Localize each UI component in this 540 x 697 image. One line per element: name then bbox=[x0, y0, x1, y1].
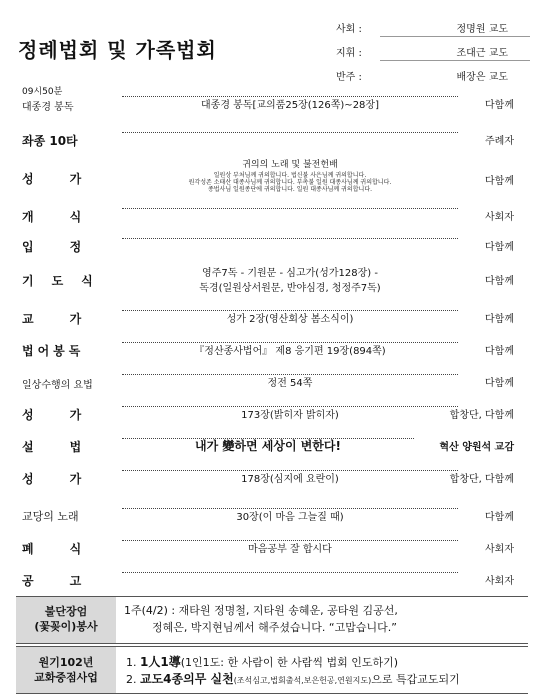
leader-dots bbox=[122, 132, 458, 133]
service-label: 불단장엄 (꽃꽂이)봉사 bbox=[16, 597, 116, 643]
item-content: 173장(밝히자 밝히자) bbox=[122, 406, 458, 421]
item-performer: 다함께 bbox=[485, 100, 514, 111]
item-content: 영주7독 - 기원문 - 심고가(성가128장) - 독경(일원상서원문, 반야심경, 청정주7독) bbox=[199, 268, 381, 294]
time-label: 09시50분 bbox=[22, 87, 63, 97]
item-content: 『정산종사법어』 제8 응기편 19장(894쪽) bbox=[122, 342, 458, 357]
project-box bbox=[16, 646, 528, 694]
item-label: 교당의 노래 bbox=[22, 510, 79, 523]
item-content: 마음공부 잘 합시다 bbox=[122, 540, 458, 555]
role-row bbox=[336, 44, 536, 60]
item-performer: 합창단, 다함께 bbox=[449, 410, 514, 421]
item-content: 178장(심지에 요란이) bbox=[122, 470, 458, 485]
role-label: 반주 : bbox=[336, 72, 362, 83]
divider bbox=[380, 36, 530, 37]
item-label: 성가 bbox=[22, 172, 118, 186]
page-title: 정례법회 및 가족법회 bbox=[18, 38, 217, 62]
divider bbox=[380, 60, 530, 61]
sermon-title: 내가 變하면 세상이 변한다! bbox=[122, 437, 414, 454]
role-label: 지휘 : bbox=[336, 48, 362, 59]
leader-dots bbox=[122, 572, 458, 573]
project-text: 1. 1人1導(1인1도: 한 사람이 한 사람씩 법회 인도하기) 2. 교도4종의무 실천(조석심고,법회출석,보은헌공,연원지도)으로 특갑교도되기 bbox=[126, 655, 460, 686]
item-performer: 다함께 bbox=[485, 242, 514, 253]
item-label: 공고 bbox=[22, 574, 118, 588]
item-performer: 사회자 bbox=[485, 212, 514, 223]
service-text: 1주(4/2) : 재타원 정명철, 지타원 송혜운, 공타원 김공선, 정혜은, 박지현님께서 해주셨습니다. “고맙습니다.” bbox=[124, 604, 398, 634]
role-name: 조대근 교도 bbox=[456, 48, 508, 59]
item-label: 기도식 bbox=[22, 274, 111, 288]
item-performer: 합창단, 다함께 bbox=[449, 474, 514, 485]
item-performer: 주례자 bbox=[485, 136, 514, 147]
project-label: 원기102년 교화중점사업 bbox=[16, 647, 116, 693]
role-row bbox=[336, 20, 536, 36]
item-performer: 다함께 bbox=[485, 512, 514, 523]
role-name: 배장은 교도 bbox=[456, 72, 508, 83]
item-label: 대종경 봉독 bbox=[22, 102, 74, 113]
item-label: 성가 bbox=[22, 408, 118, 422]
item-label: 법어봉독 bbox=[22, 344, 85, 358]
item-content: 귀의의 노래 및 불전헌배 bbox=[242, 160, 338, 170]
item-label: 성가 bbox=[22, 472, 118, 486]
item-performer: 다함께 bbox=[485, 276, 514, 287]
item-performer: 다함께 bbox=[485, 346, 514, 357]
item-label: 폐식 bbox=[22, 542, 118, 556]
leader-dots bbox=[122, 208, 458, 209]
service-box bbox=[16, 596, 528, 644]
item-label: 일상수행의 요법 bbox=[22, 380, 93, 391]
item-content: 정전 54쪽 bbox=[122, 374, 458, 389]
role-row bbox=[336, 68, 536, 84]
role-name: 정명원 교도 bbox=[456, 24, 508, 35]
item-label: 좌종 10타 bbox=[22, 134, 78, 148]
item-performer: 사회자 bbox=[485, 544, 514, 555]
item-content: 성가 2장(영산회상 봄소식이) bbox=[122, 310, 458, 325]
item-performer: 다함께 bbox=[485, 314, 514, 325]
item-performer: 혁산 양원석 교감 bbox=[439, 442, 514, 453]
item-content: 대종경 봉독[교의품25장(126쪽)~28장] bbox=[122, 96, 458, 111]
item-performer: 사회자 bbox=[485, 576, 514, 587]
item-label: 개식 bbox=[22, 210, 118, 224]
item-content: 30장(이 마음 그늘질 때) bbox=[122, 508, 458, 523]
leader-dots bbox=[122, 238, 458, 239]
item-performer: 다함께 bbox=[485, 176, 514, 187]
item-label: 입정 bbox=[22, 240, 118, 254]
role-label: 사회 : bbox=[336, 24, 362, 35]
item-label: 설법 bbox=[22, 440, 118, 454]
item-label: 교가 bbox=[22, 312, 118, 326]
item-performer: 다함께 bbox=[485, 378, 514, 389]
item-content-detail: 일원상 부처님께 귀의합니다. 법신불 사은님께 귀의합니다. 원각성존 소태산 대종사님께 귀의합니다. 부촉불 일원 대종사님께 귀의합니다. 종법사님 일원종단에 귀의합니다. 일원 대종사님께 귀의합니다. bbox=[188, 172, 392, 193]
